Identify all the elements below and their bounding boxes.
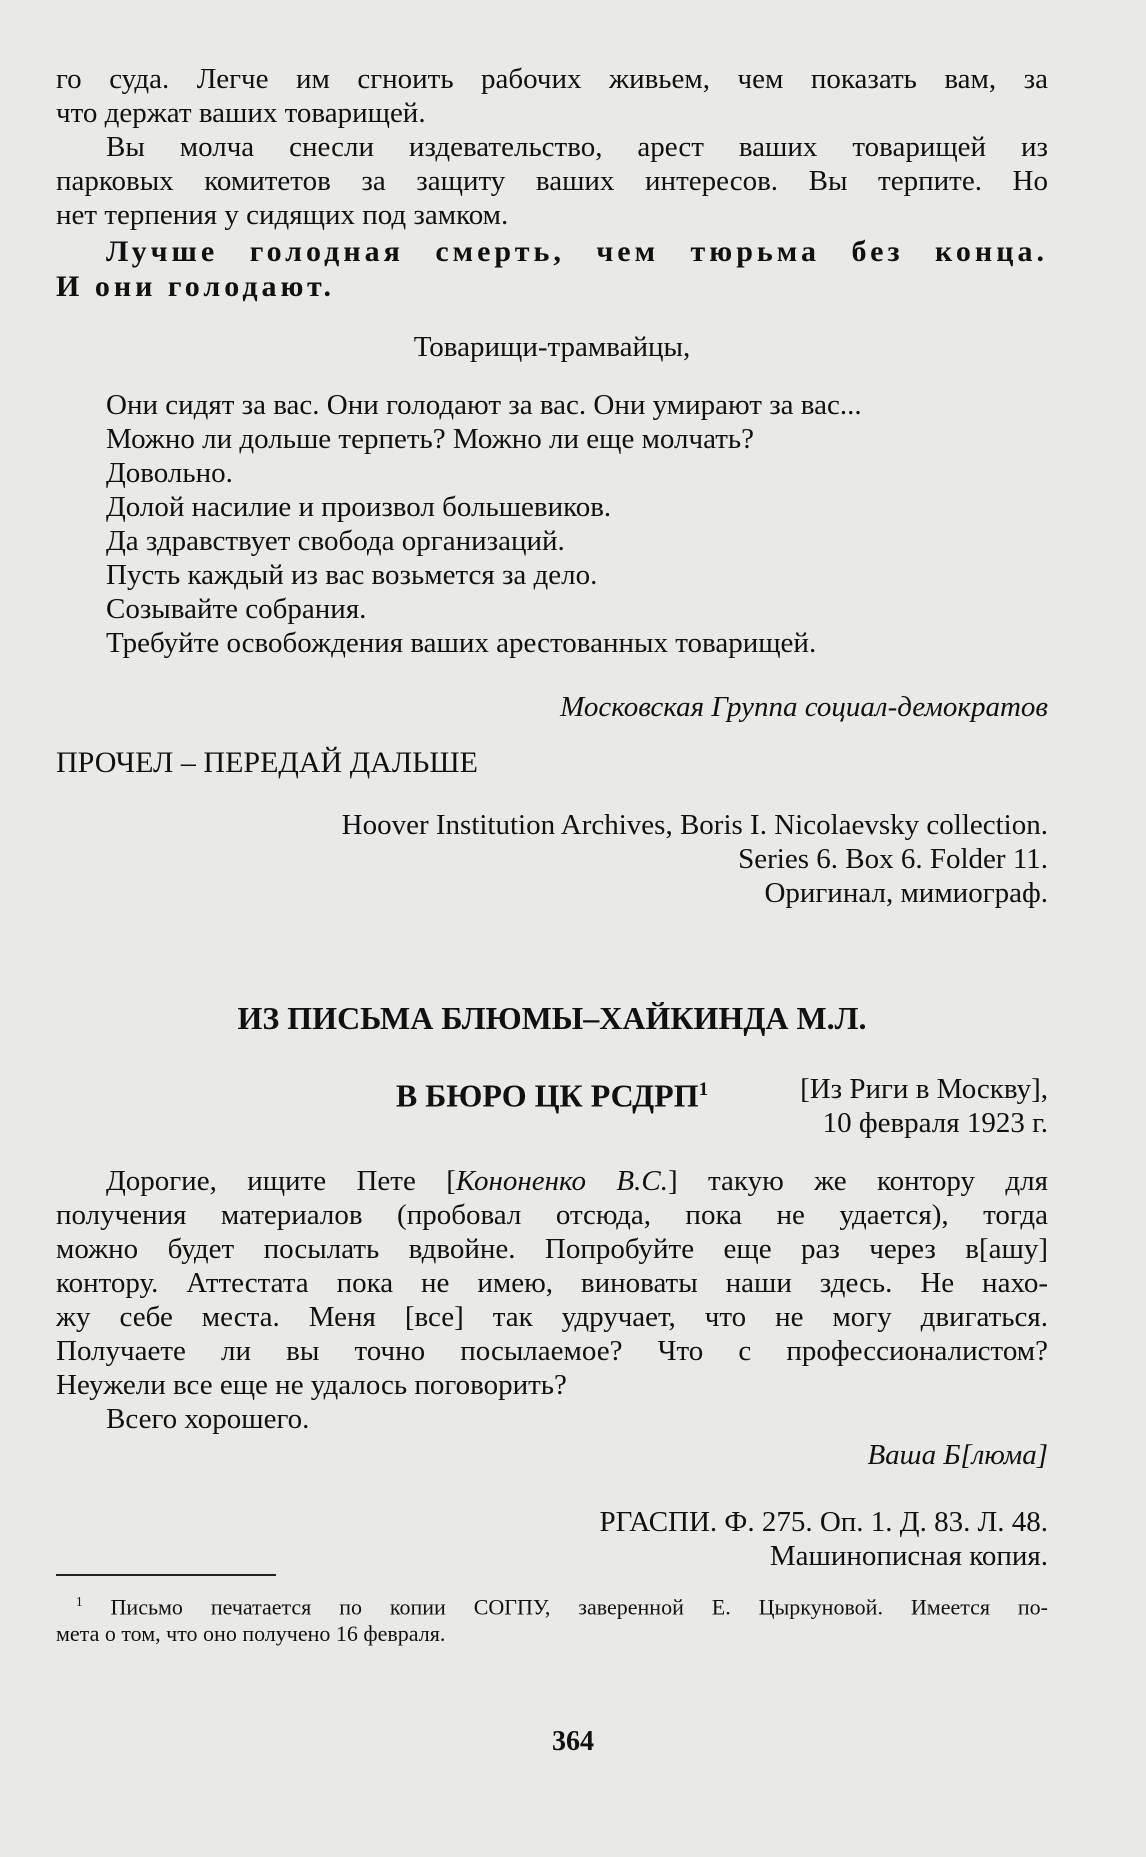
read-pass-text: ПРОЧЕЛ – ПЕРЕДАЙ ДАЛЬШЕ	[56, 746, 478, 779]
leaflet-signature	[56, 690, 1048, 724]
leaflet-emphasis	[56, 234, 1048, 304]
appeal-line: Пусть каждый из вас возьмется за дело.	[106, 559, 598, 591]
emphasis-line: И они голодают.	[56, 270, 336, 303]
leaflet-appeal	[56, 388, 1048, 660]
source-line: РГАСПИ. Ф. 275. Оп. 1. Д. 83. Л. 48.	[599, 1506, 1048, 1538]
letter-source	[56, 1505, 1048, 1573]
appeal-line: Долой насилие и произвол большевиков.	[106, 491, 612, 523]
footnote-line: мета о том, что оно получено 16 февраля.	[56, 1621, 446, 1647]
title-line: ИЗ ПИСЬМА БЛЮМЫ–ХАЙКИНДА М.Л.	[237, 1000, 867, 1036]
letter-body	[56, 1164, 1048, 1436]
leaflet-salutation	[56, 330, 1048, 364]
text-line: контору. Аттестата пока не имею, виноваты наши здесь. Не нахо-	[56, 1267, 1048, 1299]
footnote-marker: 1	[698, 1079, 709, 1100]
source-line: Series 6. Box 6. Folder 11.	[738, 843, 1048, 875]
leaflet-para1	[56, 62, 1048, 130]
appeal-line: Да здравствует свобода организаций.	[106, 525, 565, 557]
signature: Московская Группа социал-демократов	[560, 691, 1048, 723]
footnote-marker: 1	[76, 1594, 83, 1609]
text-line: что держат ваших товарищей.	[56, 97, 426, 129]
emphasis-line: Лучше голодная смерть, чем тюрьма без конца.	[106, 235, 1048, 268]
text-line: парковых комитетов за защиту ваших интересов. Вы терпите. Но	[56, 165, 1048, 197]
appeal-line: Они сидят за вас. Они голодают за вас. Они умирают за вас...	[106, 389, 862, 421]
editorial-name: Кононенко В.С.	[455, 1165, 668, 1197]
page-number: 364	[552, 1726, 594, 1757]
leaflet-para2	[56, 130, 1048, 232]
appeal-line: Довольно.	[106, 457, 233, 489]
salutation: Товарищи-трамвайцы,	[413, 331, 691, 363]
title-line: В БЮРО ЦК РСДРП$^1$	[395, 1077, 709, 1114]
source-line: Машинописная копия.	[769, 1540, 1048, 1572]
text-line: жу себе места. Меня [все] так удручает, что не могу двигаться.	[56, 1301, 1048, 1333]
date: 10 февраля 1923 г.	[822, 1107, 1048, 1139]
text-line: Вы молча снесли издевательство, арест ваших товарищей из	[106, 131, 1048, 163]
text-line: можно будет посылать вдвойне. Попробуйте еще раз через в[ашу]	[56, 1233, 1048, 1265]
closing: Всего хорошего.	[106, 1403, 310, 1435]
source-line: Hoover Institution Archives, Boris I. Nicolaevsky collection.	[341, 809, 1048, 841]
footnote-divider	[56, 1574, 276, 1576]
read-pass	[56, 746, 1048, 780]
text-line: нет терпения у сидящих под замком.	[56, 199, 509, 231]
text-line: Дорогие, ищите Пете [Кононенко В.С.] такую же контору для	[106, 1165, 1048, 1197]
text-line: го суда. Легче им сгноить рабочих живьем, чем показать вам, за	[56, 63, 1048, 95]
route: [Из Риги в Москву],	[800, 1073, 1048, 1105]
footnote-line: $^1$ Письмо печатается по копии СОГПУ, заверенной Е. Цыркуновой. Имеется по-	[76, 1594, 1049, 1620]
text-line: получения материалов (пробовал отсюда, пока не удается), тогда	[56, 1199, 1048, 1231]
text-line: Получаете ли вы точно посылаемое? Что с профессионалистом?	[56, 1335, 1048, 1367]
leaflet-source	[56, 808, 1048, 910]
letter-signature	[56, 1438, 1048, 1472]
footnote	[56, 1588, 1048, 1647]
text-line: Неужели все еще не удалось поговорить?	[56, 1369, 567, 1401]
signature: Ваша Б[люма]	[867, 1439, 1048, 1471]
appeal-line: Требуйте освобождения ваших арестованных товарищей.	[106, 627, 817, 659]
appeal-line: Можно ли дольше терпеть? Можно ли еще молчать?	[106, 423, 754, 455]
source-line: Оригинал, мимиограф.	[764, 877, 1048, 909]
appeal-line: Созывайте собрания.	[106, 593, 367, 625]
letter-dateline	[56, 1072, 1048, 1140]
